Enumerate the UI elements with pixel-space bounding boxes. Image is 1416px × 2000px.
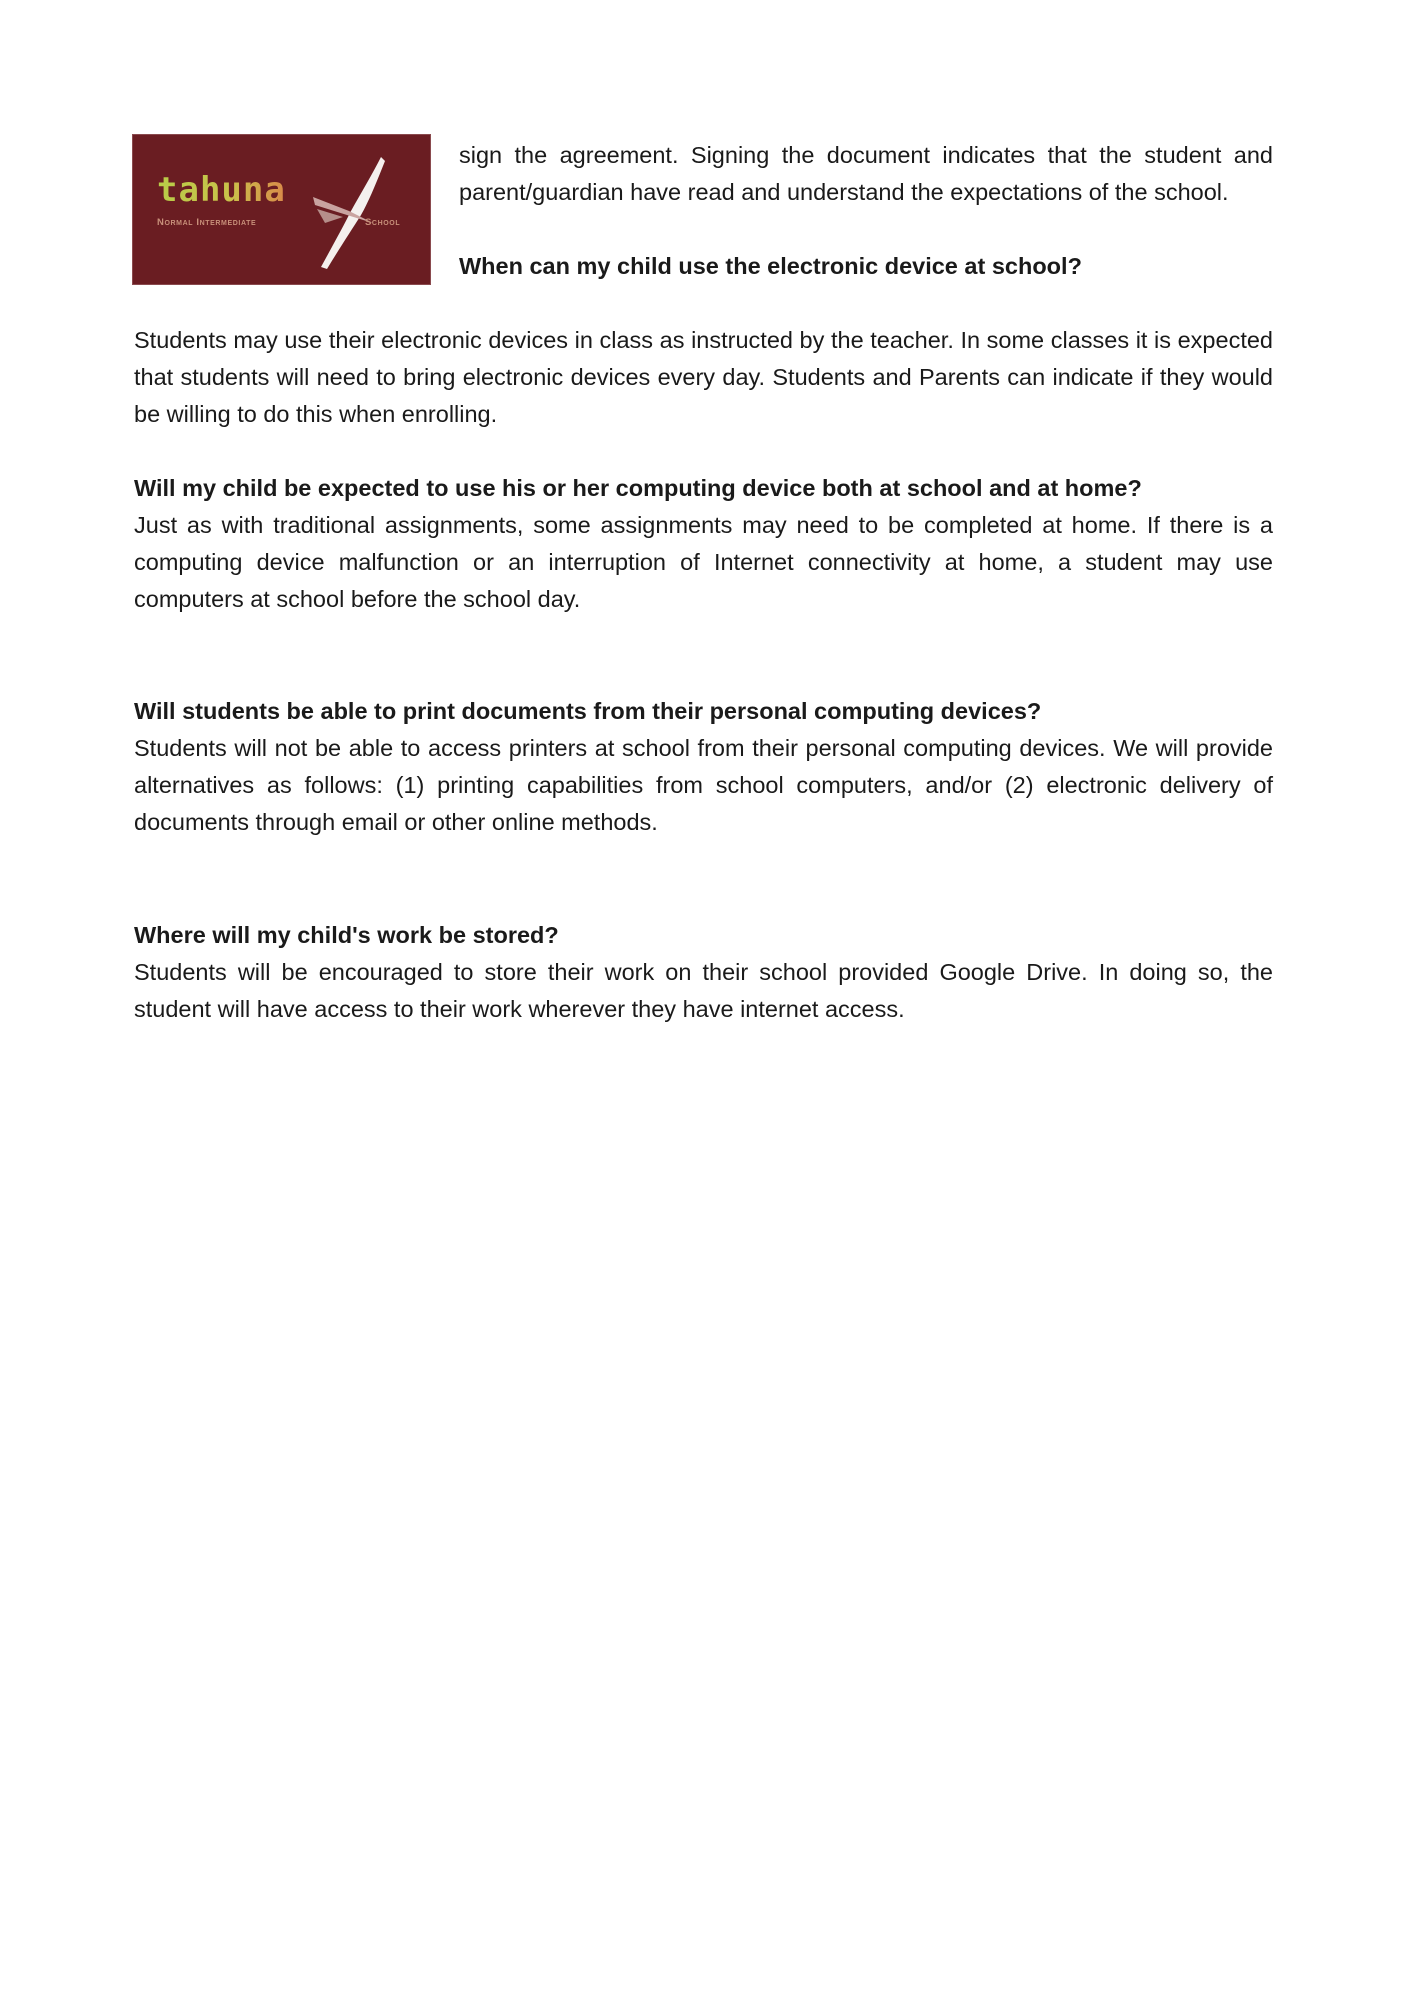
faq-question: When can my child use the electronic device at school?	[459, 253, 1082, 279]
bird-icon	[303, 153, 393, 273]
logo-subtitle-school: School	[365, 217, 401, 228]
faq-answer-block	[134, 322, 1273, 433]
logo-subtitle: Normal Intermediate	[157, 217, 257, 228]
school-logo	[133, 135, 430, 284]
faq-item	[134, 917, 1273, 1028]
faq-answer: Students may use their electronic devices in class as instructed by the teacher. In some classes it is expected that students will need to bring electronic devices every day. Students and Parents can indicate if they would be willing to do this when enrolling.	[134, 327, 1273, 427]
faq-question: Will students be able to print documents from their personal computing devices?	[134, 698, 1042, 724]
faq-answer: Students will be encouraged to store their work on their school provided Google Drive. In doing so, the student will have access to their work wherever they have internet access.	[134, 959, 1273, 1022]
faq-question: Where will my child's work be stored?	[134, 922, 559, 948]
intro-text: sign the agreement. Signing the document indicates that the student and parent/guardian have read and understand the expectations of the school.	[459, 142, 1273, 205]
faq-question: Will my child be expected to use his or her computing device both at school and at home?	[134, 475, 1142, 501]
faq-answer: Just as with traditional assignments, some assignments may need to be completed at home. If there is a computing device malfunction or an interruption of Internet connectivity at home, a student may use computers at school before the school day.	[134, 512, 1273, 612]
logo-wordmark: tahuna	[157, 170, 286, 210]
intro-paragraph	[459, 137, 1273, 285]
faq-answer: Students will not be able to access printers at school from their personal computing devices. We will provide alternatives as follows: (1) printing capabilities from school computers, and/or (2) electronic delivery of documents through email or other online methods.	[134, 735, 1273, 835]
faq-item	[134, 470, 1273, 618]
faq-item	[134, 693, 1273, 841]
